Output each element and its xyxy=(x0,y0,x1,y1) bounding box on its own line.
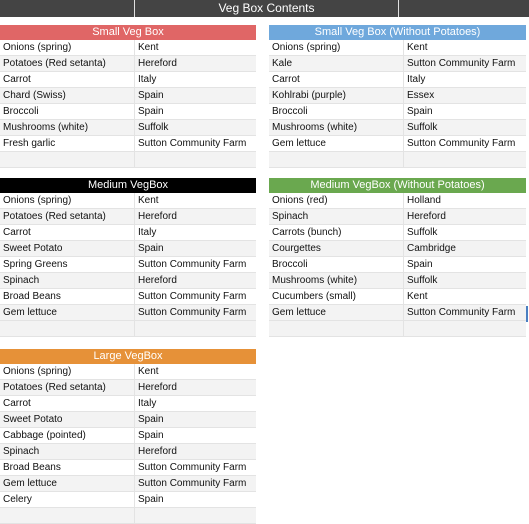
vegetable-cell[interactable]: Broccoli xyxy=(0,104,135,119)
vegetable-cell[interactable]: Gem lettuce xyxy=(0,476,135,491)
table-row xyxy=(269,40,526,56)
table-row xyxy=(0,289,256,305)
origin-cell[interactable]: Spain xyxy=(138,494,164,505)
origin-cell[interactable]: Spain xyxy=(138,414,164,425)
origin-cell[interactable]: Sutton Community Farm xyxy=(407,138,516,149)
vegetable-cell[interactable]: Mushrooms (white) xyxy=(269,120,404,135)
medium-vegbox-no-potatoes-rows xyxy=(269,193,526,337)
origin-cell[interactable]: Suffolk xyxy=(407,227,438,238)
table-row xyxy=(0,40,256,56)
vegetable-cell[interactable]: Cucumbers (small) xyxy=(269,289,404,304)
table-row xyxy=(0,136,256,152)
medium-vegbox-rows xyxy=(0,193,256,337)
origin-cell[interactable]: Italy xyxy=(138,74,157,85)
vegetable-cell[interactable]: Onions (spring) xyxy=(269,40,404,55)
table-row xyxy=(269,209,526,225)
table-row xyxy=(0,241,256,257)
empty-row xyxy=(0,152,256,168)
large-vegbox-header[interactable]: Large VegBox xyxy=(0,349,256,364)
table-row xyxy=(0,412,256,428)
table-row xyxy=(0,364,256,380)
origin-cell[interactable]: Hereford xyxy=(138,58,177,69)
table-row xyxy=(269,225,526,241)
origin-cell[interactable]: Italy xyxy=(407,74,426,85)
origin-cell[interactable]: Sutton Community Farm xyxy=(138,462,247,473)
origin-cell[interactable]: Spain xyxy=(407,106,433,117)
vegetable-cell[interactable]: Cabbage (pointed) xyxy=(0,428,135,443)
vegetable-cell[interactable]: Onions (spring) xyxy=(0,364,135,379)
large-vegbox-table xyxy=(0,349,256,524)
table-row xyxy=(269,120,526,136)
medium-vegbox-header[interactable]: Medium VegBox xyxy=(0,178,256,193)
origin-cell[interactable]: Sutton Community Farm xyxy=(138,307,247,318)
vegetable-cell[interactable]: Broccoli xyxy=(269,104,404,119)
small-veg-box-no-potatoes-header[interactable]: Small Veg Box (Without Potatoes) xyxy=(269,25,526,40)
vegetable-cell[interactable]: Courgettes xyxy=(269,241,404,256)
empty-cell[interactable] xyxy=(404,152,526,167)
vegetable-cell[interactable]: Carrots (bunch) xyxy=(269,225,404,240)
origin-cell[interactable]: Spain xyxy=(138,90,164,101)
large-vegbox-rows xyxy=(0,364,256,524)
origin-cell[interactable]: Suffolk xyxy=(138,122,169,133)
vegetable-cell[interactable]: Potatoes (Red setanta) xyxy=(0,56,135,71)
small-veg-box-no-potatoes-table xyxy=(269,25,526,168)
table-row xyxy=(0,273,256,289)
table-row xyxy=(269,289,526,305)
origin-cell[interactable]: Sutton Community Farm xyxy=(407,58,516,69)
vegetable-cell[interactable]: Carrot xyxy=(269,72,404,87)
vegetable-cell[interactable]: Carrot xyxy=(0,72,135,87)
origin-cell[interactable]: Hereford xyxy=(407,211,446,222)
origin-cell[interactable]: Cambridge xyxy=(407,243,456,254)
empty-cell[interactable] xyxy=(0,321,135,336)
table-row xyxy=(0,305,256,321)
vegetable-cell[interactable]: Gem lettuce xyxy=(0,305,135,320)
vegetable-cell[interactable]: Broad Beans xyxy=(0,289,135,304)
vegetable-cell[interactable]: Chard (Swiss) xyxy=(0,88,135,103)
table-row xyxy=(269,241,526,257)
vegetable-cell[interactable]: Potatoes (Red setanta) xyxy=(0,209,135,224)
vegetable-cell[interactable]: Carrot xyxy=(0,225,135,240)
vegetable-cell[interactable]: Onions (spring) xyxy=(0,193,135,208)
origin-cell[interactable]: Spain xyxy=(138,430,164,441)
table-row xyxy=(0,460,256,476)
table-row xyxy=(0,120,256,136)
origin-cell[interactable]: Hereford xyxy=(138,382,177,393)
vegetable-cell[interactable]: Carrot xyxy=(0,396,135,411)
sheet-title[interactable]: Veg Box Contents xyxy=(135,0,399,17)
table-row xyxy=(0,492,256,508)
origin-cell[interactable]: Kent xyxy=(407,42,428,53)
vegetable-cell[interactable]: Spring Greens xyxy=(0,257,135,272)
empty-row xyxy=(269,152,526,168)
vegetable-cell[interactable]: Gem lettuce xyxy=(269,136,404,151)
vegetable-cell[interactable]: Broccoli xyxy=(269,257,404,272)
cell-selection-marker xyxy=(526,306,528,322)
origin-cell[interactable]: Sutton Community Farm xyxy=(407,307,516,318)
empty-cell[interactable] xyxy=(269,152,404,167)
table-row xyxy=(0,56,256,72)
origin-cell[interactable]: Spain xyxy=(138,106,164,117)
table-row xyxy=(269,273,526,289)
table-row xyxy=(269,56,526,72)
table-row xyxy=(0,88,256,104)
origin-cell[interactable]: Holland xyxy=(407,195,441,206)
vegetable-cell[interactable]: Kohlrabi (purple) xyxy=(269,88,404,103)
table-row xyxy=(0,257,256,273)
vegetable-cell[interactable]: Sweet Potato xyxy=(0,241,135,256)
small-veg-box-no-potatoes-rows xyxy=(269,40,526,168)
vegetable-cell[interactable]: Potatoes (Red setanta) xyxy=(0,380,135,395)
table-row xyxy=(269,305,526,321)
table-row xyxy=(269,72,526,88)
medium-vegbox-no-potatoes-header[interactable]: Medium VegBox (Without Potatoes) xyxy=(269,178,526,193)
origin-cell[interactable]: Kent xyxy=(138,366,159,377)
origin-cell[interactable]: Suffolk xyxy=(407,275,438,286)
vegetable-cell[interactable]: Onions (spring) xyxy=(0,40,135,55)
medium-vegbox-no-potatoes-table xyxy=(269,178,526,337)
empty-cell[interactable] xyxy=(135,321,256,336)
origin-cell[interactable]: Hereford xyxy=(138,446,177,457)
table-row xyxy=(269,193,526,209)
table-row xyxy=(0,396,256,412)
origin-cell[interactable]: Italy xyxy=(138,398,157,409)
empty-cell[interactable] xyxy=(135,152,256,167)
empty-cell[interactable] xyxy=(404,321,526,336)
small-veg-box-table xyxy=(0,25,256,168)
table-row xyxy=(269,257,526,273)
table-row xyxy=(269,88,526,104)
small-veg-box-header[interactable]: Small Veg Box xyxy=(0,25,256,40)
sheet-title-bar xyxy=(0,0,529,17)
origin-cell[interactable]: Hereford xyxy=(138,211,177,222)
empty-row xyxy=(0,508,256,524)
table-row xyxy=(0,193,256,209)
origin-cell[interactable]: Italy xyxy=(138,227,157,238)
table-row xyxy=(0,225,256,241)
title-cell-left[interactable] xyxy=(0,0,135,17)
vegetable-cell[interactable]: Gem lettuce xyxy=(269,305,404,320)
vegetable-cell[interactable]: Kale xyxy=(269,56,404,71)
table-row xyxy=(0,209,256,225)
vegetable-cell[interactable]: Broad Beans xyxy=(0,460,135,475)
vegetable-cell[interactable]: Sweet Potato xyxy=(0,412,135,427)
origin-cell[interactable]: Sutton Community Farm xyxy=(138,138,247,149)
origin-cell[interactable]: Kent xyxy=(407,291,428,302)
table-row xyxy=(269,104,526,120)
origin-cell[interactable]: Suffolk xyxy=(407,122,438,133)
vegetable-cell[interactable]: Fresh garlic xyxy=(0,136,135,151)
vegetable-cell[interactable]: Spinach xyxy=(0,444,135,459)
origin-cell[interactable]: Essex xyxy=(407,90,435,101)
vegetable-cell[interactable]: Spinach xyxy=(0,273,135,288)
table-row xyxy=(0,444,256,460)
table-row xyxy=(0,72,256,88)
origin-cell[interactable]: Spain xyxy=(407,259,433,270)
empty-cell[interactable] xyxy=(269,321,404,336)
vegetable-cell[interactable]: Mushrooms (white) xyxy=(269,273,404,288)
empty-row xyxy=(269,321,526,337)
origin-cell[interactable]: Sutton Community Farm xyxy=(138,478,247,489)
origin-cell[interactable]: Kent xyxy=(138,42,159,53)
origin-cell[interactable]: Kent xyxy=(138,195,159,206)
vegetable-cell[interactable]: Mushrooms (white) xyxy=(0,120,135,135)
table-row xyxy=(0,380,256,396)
small-veg-box-rows xyxy=(0,40,256,168)
origin-cell[interactable]: Sutton Community Farm xyxy=(138,259,247,270)
table-row xyxy=(0,476,256,492)
empty-cell[interactable] xyxy=(0,152,135,167)
vegetable-cell[interactable]: Celery xyxy=(0,492,135,507)
table-row xyxy=(0,104,256,120)
origin-cell[interactable]: Spain xyxy=(138,243,164,254)
origin-cell[interactable]: Hereford xyxy=(138,275,177,286)
origin-cell[interactable]: Sutton Community Farm xyxy=(138,291,247,302)
table-row xyxy=(0,428,256,444)
empty-row xyxy=(0,321,256,337)
table-row xyxy=(269,136,526,152)
vegetable-cell[interactable]: Onions (red) xyxy=(269,193,404,208)
medium-vegbox-table xyxy=(0,178,256,337)
title-cell-right[interactable] xyxy=(399,0,529,17)
vegetable-cell[interactable]: Spinach xyxy=(269,209,404,224)
